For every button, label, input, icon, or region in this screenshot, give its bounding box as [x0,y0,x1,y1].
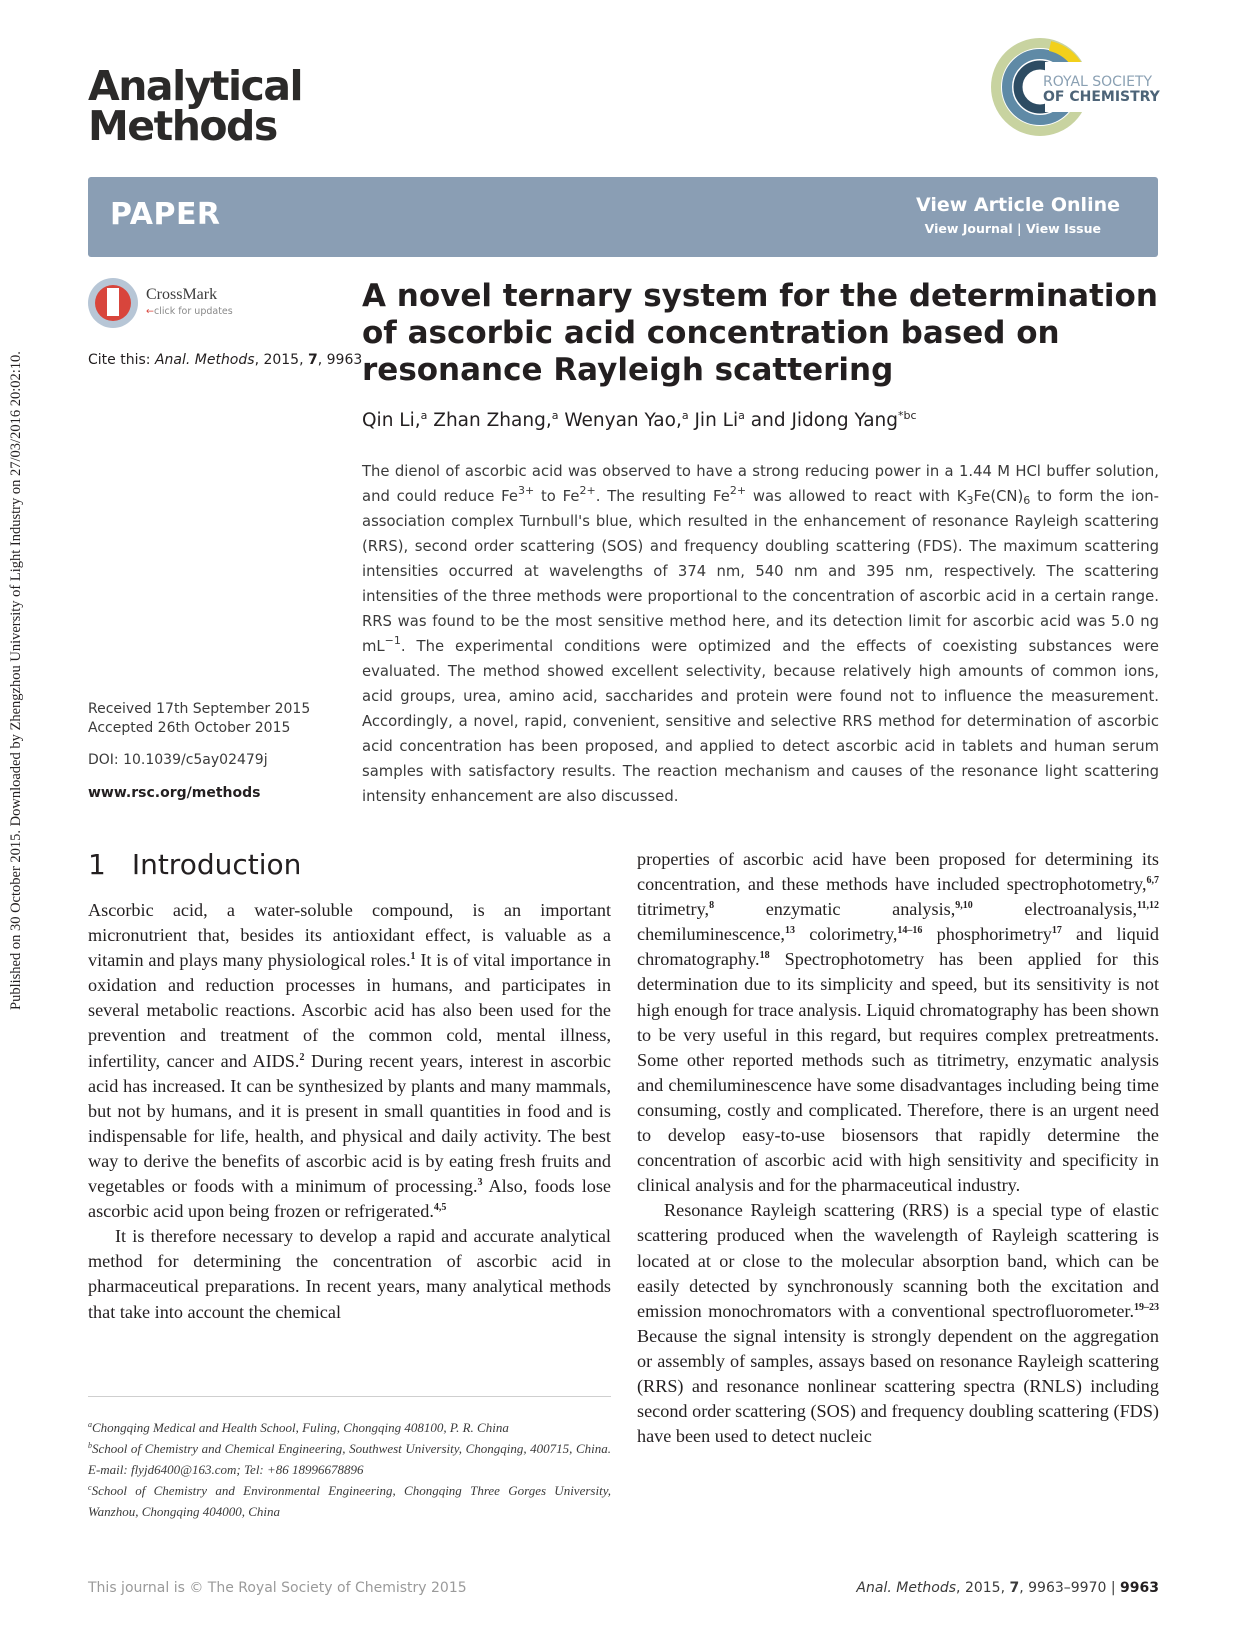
doi[interactable]: DOI: 10.1039/c5ay02479j [88,752,268,768]
citation-ref[interactable]: 1 [410,951,416,963]
paragraph: Resonance Rayleigh scattering (RRS) is a special type of elastic scattering produced when the wavelength of Rayleigh scattering is located at or close to the molecular absorption band, which can be easily detected by synchronously scanning both the excitation and emission monochromators with a conventional spectrofluorometer.$^{19-23}$ Because the signal intensity is strongly dependent on the aggregation or assembly of samples, assays based on resonance Rayleigh scattering (RRS) and resonance nonlinear scattering spectra (RNLS) including second order scattering (SOS) and frequency doubling scattering (FDS) have been used to detect nucleic [637,1200,1159,1447]
paragraph: properties of ascorbic acid have been proposed for determining its concentration, and these methods have included spectrophotometry,$^{6,7}$ titrimetry,$^8$ enzymatic analysis,$^{9,10}$ electroanalysis,$^{11,12}$ chemiluminescence,$^{13}$ colorimetry,$^{14-16}$ phosphorimetry$^{17}$ and liquid chromatography.$^{18}$ Spectrophotometry has been applied for this determination due to its simplicity and speed, but its sensitivity is not high enough for trace analysis. Liquid chromatography has been shown to be very useful in this regard, but requires complex pretreatments. Some other reported methods such as titrimetry, enzymatic analysis and chemiluminescence have some disadvantages including being time consuming, costly and complicated. Therefore, there is an urgent need to develop easy-to-use biosensors that rapidly determine the concentration of ascorbic acid with high sensitivity and specificity in clinical analysis and for the pharmaceutical industry. [637,849,1159,1196]
section-heading [88,848,301,881]
journal-name-line2: Methods [88,102,277,150]
citation-ref[interactable]: 14–16 [897,925,923,937]
page-number: 9963 [1120,1580,1159,1596]
cite-journal: Anal. Methods [154,352,255,368]
download-note-text: Published on 30 October 2015. Downloaded by Zhengzhou University of Light Industry on 27/03/2016 20:02:10. [8,351,24,1010]
citation-ref[interactable]: 11,12 [1137,900,1159,912]
author-affiliation: *bc [898,409,917,422]
received-date: Received 17th September 2015 [88,701,311,717]
crossmark-icon [88,278,138,328]
author-name: Wenyan Yao, [558,410,682,431]
section-title: Introduction [131,848,302,881]
footnote: $^b$School of Chemistry and Chemical Engineering, Southwest University, Chongqing, 400715, China. E-mail: flyjd6400@163.com; Tel: +86 18996678896 [88,1441,611,1477]
rsc-line2: OF CHEMISTRY [1043,89,1160,105]
crossmark-subtitle: ←click for updates [146,306,233,317]
journal-logo[interactable] [88,62,303,150]
journal-url-link[interactable]: www.rsc.org/methods [88,785,261,801]
author-name: Jin Li [688,410,739,431]
arrow-left-icon: ← [146,306,154,317]
view-journal-link[interactable]: View Journal [924,221,1013,236]
rsc-wordmark [1043,75,1160,105]
citation-ref[interactable]: 3 [477,1177,483,1189]
author-name: Qin Li, [362,410,421,431]
affiliation-footnotes [88,1417,611,1522]
citation-ref[interactable]: 8 [709,900,715,912]
crossmark-title: CrossMark [146,286,218,303]
cite-page: , 9963 [317,352,363,368]
citation-ref[interactable]: 18 [759,950,770,962]
body-column-right [637,847,1159,1449]
author-list [362,410,917,431]
view-links [925,221,1101,236]
crossmark-badge[interactable] [88,278,258,334]
link-separator: | [1017,221,1022,236]
citation-ref[interactable]: 6,7 [1146,875,1159,887]
citation-ref[interactable]: 17 [1051,925,1062,937]
section-number: 1 [88,848,106,881]
paragraph: Ascorbic acid, a water-soluble compound, is an important micronutrient that, besides its antioxidant effect, is valuable as a vitamin and plays many physiological roles.$^1$ It is of vital importance in oxidation and reduction processes in humans, and participates in several metabolic reactions. Ascorbic acid has also been used for the prevention and treatment of the common cold, mental illness, infertility, cancer and AIDS.$^2$ During recent years, interest in ascorbic acid has increased. It can be synthesized by plants and many mammals, but not by humans, and it is present in small quantities in food and is indispensable for life, health, and physical and daily activity. The best way to derive the benefits of ascorbic acid is by eating fresh fruits and vegetables or foods with a minimum of processing.$^3$ Also, foods lose ascorbic acid upon being frozen or refrigerated.$^{4,5}$ [88,900,612,1222]
article-meta [88,700,310,803]
journal-name-line1: Analytical [88,62,303,110]
side-download-note [8,0,30,1625]
citation-ref[interactable]: 4,5 [433,1202,447,1214]
abstract: The dienol of ascorbic acid was observed to have a strong reducing power in a 1.44 M HCl buffer solution, and could reduce $Fe^{3+}$ to $Fe^{2+}$. The resulting $Fe^{2+}$ was allowed to react with $K_3Fe(CN)_6$ to form the ion-association complex Turnbull's blue, which resulted in the enhancement of resonance Rayleigh scattering (RRS), second order scattering (SOS) and frequency doubling scattering (FDS). The maximum scattering intensities occurred at wavelengths of 374 nm, 540 nm and 395 nm, respectively. The scattering intensities of the three methods were proportional to the concentration of ascorbic acid in a certain range. RRS was found to be the most sensitive method here, and its detection limit for ascorbic acid was 5.0 ng $mL^{-1}$. The experimental conditions were optimized and the effects of coexisting substances were evaluated. The method showed excellent selectivity, because relatively high amounts of common ions, acid groups, urea, amino acid, saccharides and protein were found not to influence the measurement. Accordingly, a novel, rapid, convenient, sensitive and selective RRS method for determination of ascorbic acid concentration has been proposed, and applied to detect ascorbic acid in tablets and human serum samples with satisfactory results. The reaction mechanism and causes of the resonance light scattering intensity enhancement are also discussed. [362,463,1159,805]
citation-ref[interactable]: 13 [784,925,795,937]
author-affiliation: a [681,409,689,422]
author-affiliation: a [420,409,428,422]
cite-year: , 2015, [254,352,308,368]
rsc-line1: ROYAL SOCIETY [1043,74,1153,90]
footnote: $^a$Chongqing Medical and Health School, Fuling, Chongqing 408100, P. R. China [88,1420,509,1435]
author-name: and Jidong Yang [744,410,899,431]
author-affiliation: a [738,409,745,422]
footer-citation: Anal. Methods, 2015, 7, 9963–9970 | 9963 [856,1580,1159,1596]
cite-prefix: Cite this: [88,352,151,368]
footnote: $^c$School of Chemistry and Environmental Engineering, Chongqing Three Gorges University, Wanzhou, Chongqing 404000, China [88,1483,611,1519]
footnote-divider [88,1396,611,1397]
article-type-label: PAPER [110,197,221,232]
article-title: A novel ternary system for the determination of ascorbic acid concentration based on resonance Rayleigh scattering [362,278,1158,388]
citation-ref[interactable]: 19–23 [1134,1301,1159,1313]
citation-ref[interactable]: 2 [299,1051,305,1063]
body-column-left [88,898,611,1325]
paper-banner [88,177,1158,257]
accepted-date: Accepted 26th October 2015 [88,720,291,736]
citation-ref[interactable]: 9,10 [955,900,973,912]
paragraph: It is therefore necessary to develop a rapid and accurate analytical method for determining the concentration of ascorbic acid in pharmaceutical preparations. In recent years, many analytical methods that take into account the chemical [88,1226,611,1322]
view-issue-link[interactable]: View Issue [1025,221,1101,236]
footer-copyright: This journal is © The Royal Society of Chemistry 2015 [88,1580,467,1596]
view-article-online-link[interactable]: View Article Online [916,194,1120,216]
author-affiliation: a [551,409,559,422]
author-name: Zhan Zhang, [427,410,552,431]
cite-volume: 7 [308,352,318,368]
cite-this [88,352,362,368]
